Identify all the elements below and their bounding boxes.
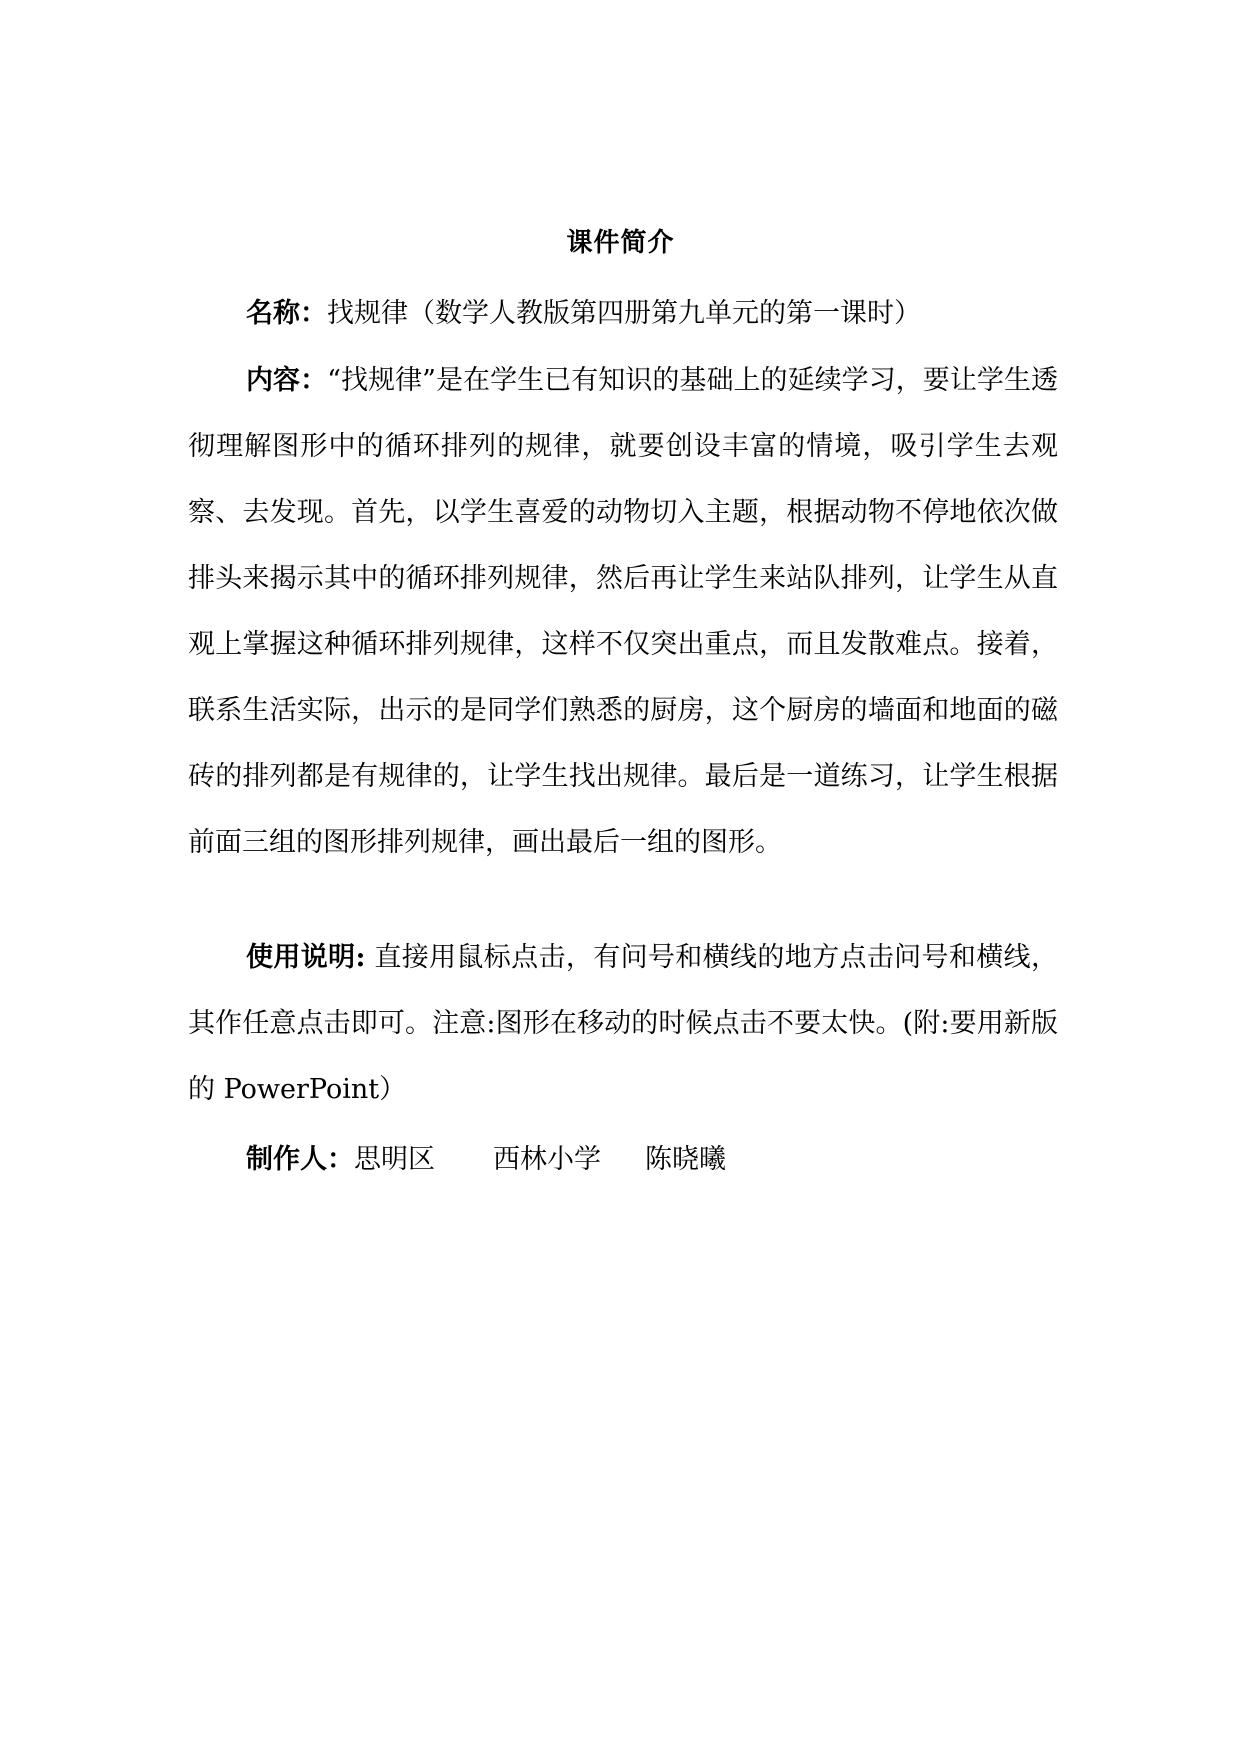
usage-text: 直接用鼠标点击，有问号和横线的地方点击问号和横线，其作任意点击即可。注意:图形在移动的时候点击不要太快。(附:要用新版的 PowerPoint）: [188, 942, 1058, 1105]
content-paragraph: [188, 348, 1058, 876]
usage-label: 使用说明:: [246, 942, 366, 973]
document-title: 课件简介: [566, 228, 675, 258]
name-label: 名称：: [246, 298, 327, 329]
author-label: 制作人：: [246, 1144, 354, 1175]
name-paragraph: [188, 281, 1058, 347]
content-text: “找规律”是在学生已有知识的基础上的延续学习，要让学生透彻理解图形中的循环排列的规律，就要创设丰富的情境，吸引学生去观察、去发现。首先，以学生喜爱的动物切入主题，根据动物不停地依次做排头来揭示其中的循环排列规律，然后再让学生来站队排列，让学生从直观上掌握这种循环排列规律，这样不仅突出重点，而且发散难点。接着，联系生活实际，出示的是同学们熟悉的厨房，这个厨房的墙面和地面的磁砖的排列都是有规律的，让学生找出规律。最后是一道练习，让学生根据前面三组的图形排列规律，画出最后一组的图形。: [188, 365, 1058, 858]
author-district: 思明区: [354, 1144, 435, 1175]
name-section: [188, 281, 1058, 347]
author-person: 陈晓曦: [645, 1144, 726, 1175]
name-value: 找规律（数学人教版第四册第九单元的第一课时）: [327, 298, 921, 329]
author-paragraph: [188, 1127, 1058, 1193]
content-section: [188, 348, 1058, 876]
author-school: 西林小学: [493, 1144, 601, 1175]
usage-paragraph: [188, 925, 1058, 1123]
content-label: 内容：: [246, 365, 328, 396]
author-section: [188, 1127, 1058, 1193]
usage-section: [188, 925, 1058, 1123]
